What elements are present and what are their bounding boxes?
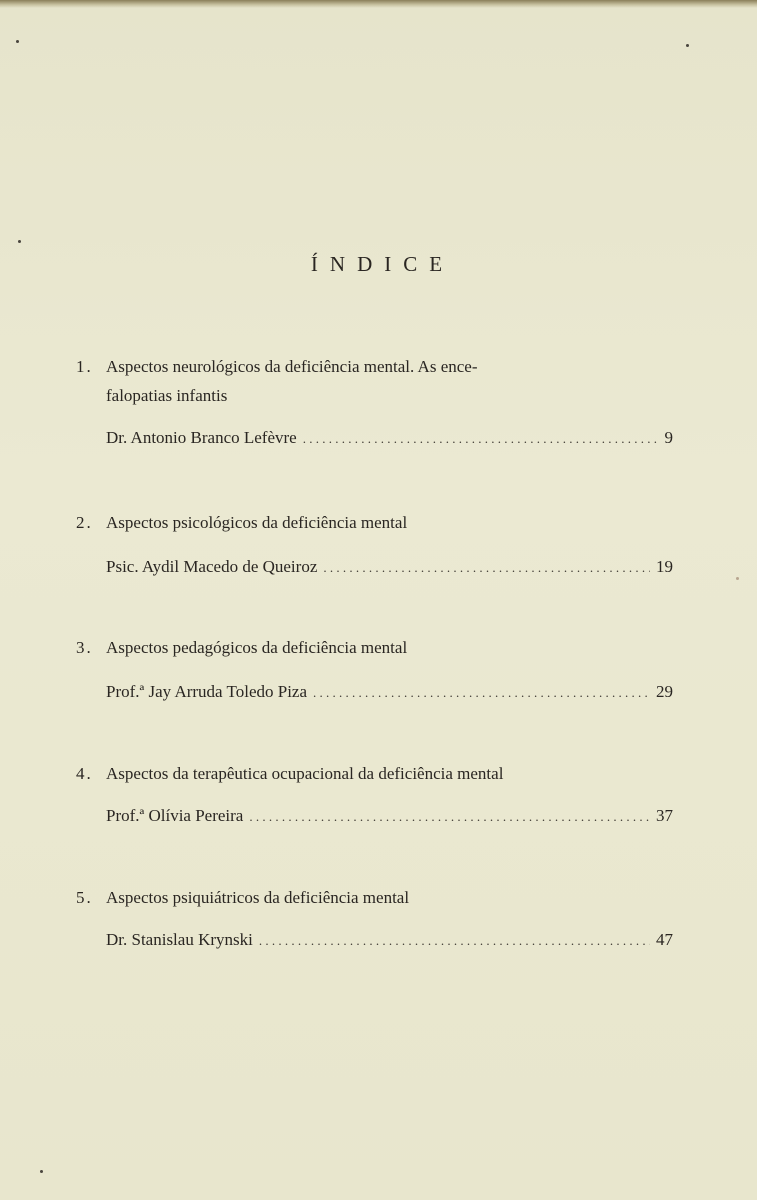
dot-leader — [313, 685, 650, 701]
page-top-edge — [0, 0, 757, 8]
author-name: Dr. Stanislau Krynski — [106, 930, 253, 949]
toc-author-line[interactable] — [106, 428, 673, 452]
page-number: 37 — [656, 806, 673, 825]
entry-title-line: Aspectos neurológicos da deficiência mental. As ence- — [106, 357, 478, 376]
page-number: 9 — [664, 428, 673, 447]
entry-number: 1. — [76, 357, 93, 376]
toc-author-line[interactable] — [106, 806, 673, 830]
page-number: 29 — [656, 682, 673, 701]
page-number: 47 — [656, 930, 673, 949]
dot-leader — [303, 431, 659, 447]
dot-leader — [323, 560, 650, 576]
dot-leader — [259, 933, 650, 949]
page-title: ÍNDICE — [310, 252, 455, 276]
paper-speck — [686, 44, 689, 47]
paper-speck — [18, 240, 21, 243]
paper-speck — [736, 577, 739, 580]
author-name: Prof.ª Jay Arruda Toledo Piza — [106, 682, 308, 701]
entry-title-line: Aspectos da terapêutica ocupacional da deficiência mental — [106, 764, 504, 783]
toc-author-line[interactable] — [106, 930, 673, 954]
entry-title-line: falopatias infantis — [106, 386, 228, 405]
entry-title-line: Aspectos psicológicos da deficiência mental — [106, 513, 408, 532]
entry-title — [106, 508, 586, 537]
entry-number: 4. — [76, 764, 93, 783]
entry-title — [106, 633, 586, 662]
entry-number: 5. — [76, 888, 93, 907]
entry-number: 3. — [76, 638, 93, 657]
author-name: Psic. Aydil Macedo de Queiroz — [106, 557, 318, 576]
page-number: 19 — [656, 557, 673, 576]
entry-number: 2. — [76, 513, 93, 532]
author-name: Prof.ª Olívia Pereira — [106, 806, 244, 825]
paper-speck — [16, 40, 19, 43]
entry-title — [106, 352, 586, 410]
entry-title — [106, 759, 586, 788]
toc-author-line[interactable] — [106, 557, 673, 581]
toc-author-line[interactable] — [106, 682, 673, 706]
entry-title — [106, 883, 586, 912]
paper-speck — [40, 1170, 43, 1173]
entry-title-line: Aspectos psiquiátricos da deficiência mental — [106, 888, 410, 907]
entry-title-line: Aspectos pedagógicos da deficiência mental — [106, 638, 408, 657]
dot-leader — [249, 809, 650, 825]
author-name: Dr. Antonio Branco Lefèvre — [106, 428, 297, 447]
